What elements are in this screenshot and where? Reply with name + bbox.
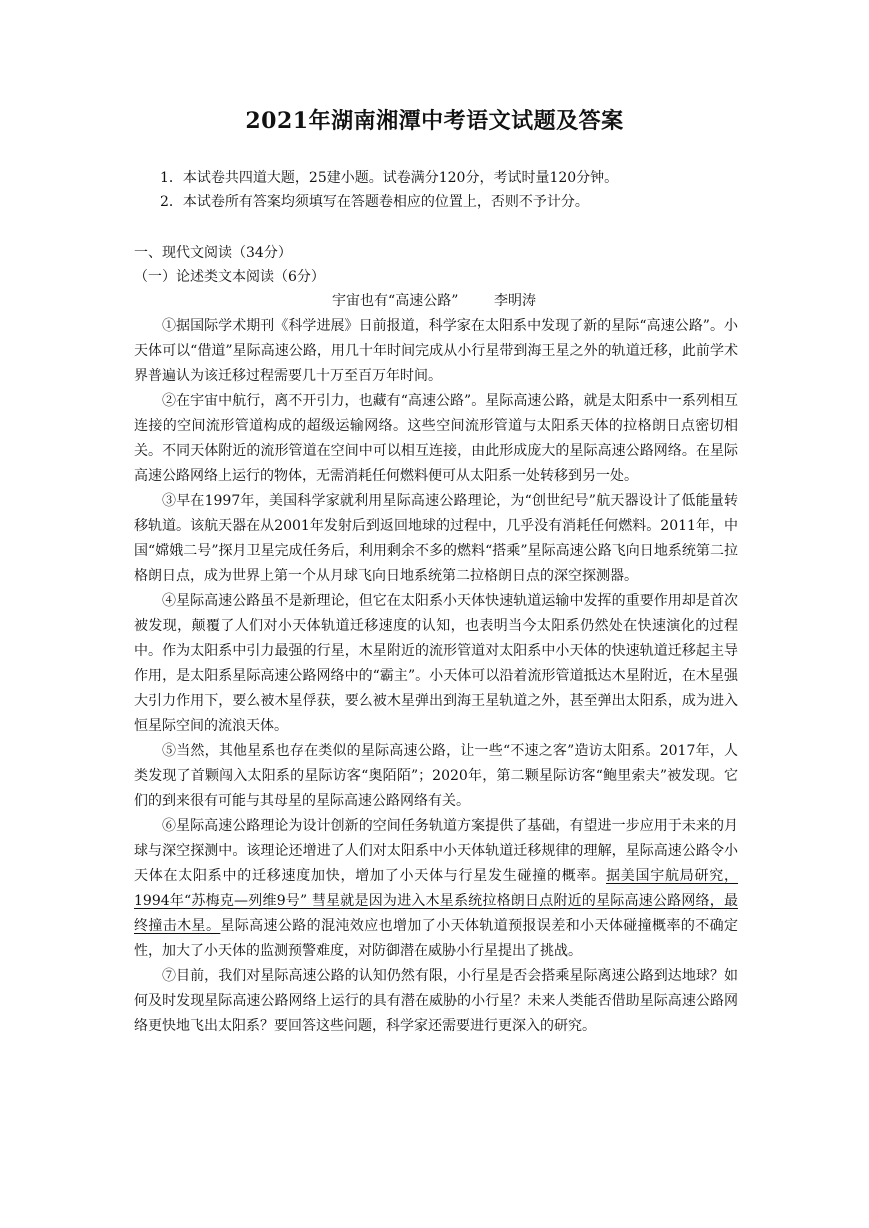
paragraph-6-text: ⑥星际高速公路理论为设计创新的空间任务轨道方案提供了基础，有望进一步应用于未来的月球与深空探测中。该理论还增进了人们对太阳系中小天体轨道迁移规律的理解，星际高速公路令小天体在太阳系中的迁移速度加快，增加了小天体与行星发生碰撞的概率。 — [134, 818, 738, 884]
underlined-sentence: 据美国宇航局研究，1994年“苏梅克—列维9号” 彗星就是因为进入木星系统拉格朗日点附近的星际高速公路网络，最终撞击木星。 — [134, 868, 738, 934]
paragraph-1: ①据国际学术期刊《科学进展》日前报道，科学家在太阳系中发现了新的星际“高速公路”。小天体可以“借道”星际高速公路，用几十年时间完成从小行星带到海王星之外的轨道迁移，此前学术界普遍认为该迁移过程需要几十万至百万年时间。 — [134, 318, 738, 384]
paragraph-4: ④星际高速公路虽不是新理论，但它在太阳系小天体快速轨道运输中发挥的重要作用却是首次被发现，颠覆了人们对小天体轨道迁移速度的认知，也表明当今太阳系仍然处在快速演化的过程中。作为太阳系中引力最强的行星，木星附近的流形管道对太阳系中小天体的快速轨道迁移起主导作用，是太阳系星际高速公路网络中的“霸主”。小天体可以沿着流形管道抵达木星附近，在木星强大引力作用下，要么被木星俘获，要么被木星弹出到海王星轨道之外，甚至弹出太阳系，成为进入恒星际空间的流浪天体。 — [134, 593, 738, 734]
paragraph-5: ⑤当然，其他星系也存在类似的星际高速公路，让一些“不速之客”造访太阳系。2017年，人类发现了首颗闯入太阳系的星际访客“奥陌陌”；2020年，第二颗星际访客“鲍里索夫”被发现。它们的到来很有可能与其母星的星际高速公路网络有关。 — [134, 743, 738, 809]
exam-instructions — [160, 166, 780, 214]
page-title: 2021年湖南湘潭中考语文试题及答案 — [245, 108, 624, 134]
instruction-line-2: 2．本试卷所有答案均须填写在答题卷相应的位置上，否则不予计分。 — [160, 194, 589, 210]
subsection-heading: （一）论述类文本阅读（6分） — [134, 269, 325, 285]
paragraph-6 — [134, 814, 738, 964]
article-title: 宇宙也有“高速公路” 李明涛 — [332, 293, 536, 309]
paragraph-6-text-end: 星际高速公路的混沌效应也增加了小天体轨道预报误差和小天体碰撞概率的不确定性，加大了小天体的监测预警难度，对防御潜在威胁小行星提出了挑战。 — [134, 918, 739, 959]
paragraph-2: ②在宇宙中航行，离不开引力，也藏有“高速公路”。星际高速公路，就是太阳系中一系列相互连接的空间流形管道构成的超级运输网络。这些空间流形管道与太阳系天体的拉格朗日点密切相关。不同天体附近的流形管道在空间中可以相互连接，由此形成庞大的星际高速公路网络。在星际高速公路网络上运行的物体，无需消耗任何燃料便可从太阳系一处转移到另一处。 — [134, 393, 738, 484]
section-heading: 一、现代文阅读（34分） — [134, 245, 292, 261]
paragraph-3: ③早在1997年，美国科学家就利用星际高速公路理论，为“创世纪号”航天器设计了低能量转移轨道。该航天器在从2001年发射后到返回地球的过程中，几乎没有消耗任何燃料。2011年，中国“嫦娥二号”探月卫星完成任务后，利用剩余不多的燃料“搭乘”星际高速公路飞向日地系统第二拉格朗日点，成为世界上第一个从月球飞向日地系统第二拉格朗日点的深空探测器。 — [134, 493, 738, 584]
article-body — [134, 314, 738, 1039]
instruction-line-1: 1．本试卷共四道大题，25建小题。试卷满分120分，考试时量120分钟。 — [160, 170, 619, 186]
paragraph-7: ⑦目前，我们对星际高速公路的认知仍然有限，小行星是否会搭乘星际离速公路到达地球？如何及时发现星际高速公路网络上运行的具有潜在威胁的小行星？未来人类能否借助星际高速公路网络更快地飞出太阳系？要回答这些问题，科学家还需要进行更深入的研究。 — [134, 968, 738, 1034]
